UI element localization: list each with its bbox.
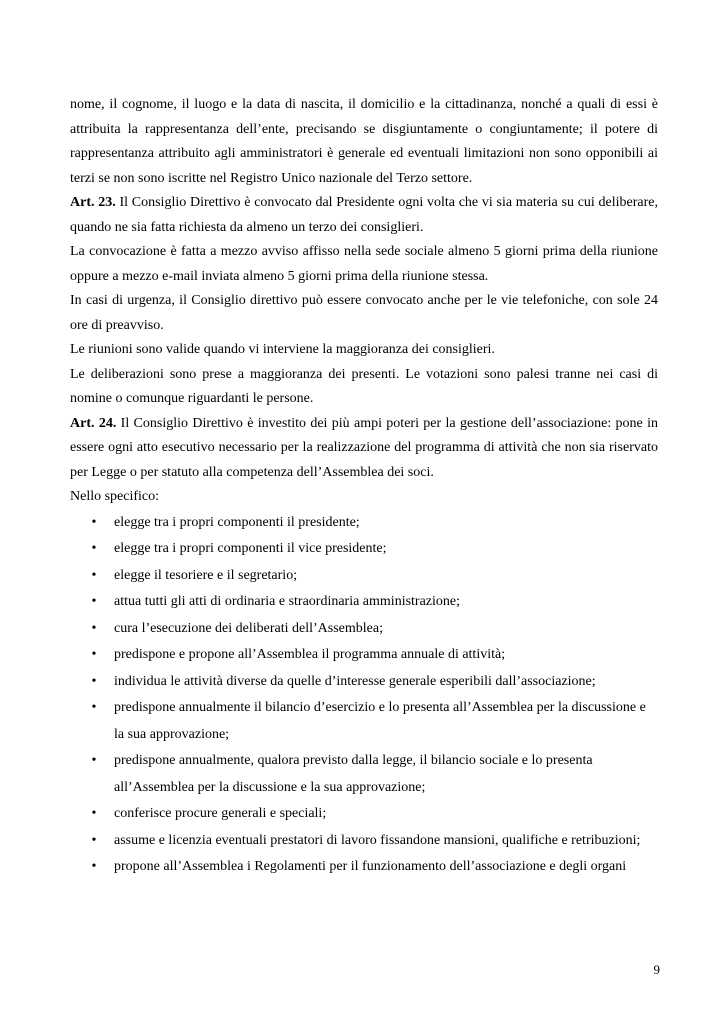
- bullet-icon: •: [91, 620, 97, 636]
- page-number: 9: [653, 962, 660, 977]
- list-item: • elegge il tesoriere e il segretario;: [70, 563, 658, 590]
- article-24-label: Art. 24.: [70, 415, 117, 431]
- bullet-icon: •: [91, 753, 97, 768]
- bullet-icon: •: [91, 806, 97, 821]
- list-item: • elegge tra i propri componenti il presidente;: [70, 510, 658, 537]
- bullet-icon: •: [91, 594, 97, 609]
- paragraph-representation: nome, il cognome, il luogo e la data di nascita, il domicilio e la cittadinanza, nonché a quali di essi è attribuita la rappresentanza dell’ente, precisando se disgiuntamente o congiuntamente; il potere di rappresentanza attribuito agli amministratori è generale ed eventuali limitazioni non sono opponibili ai terzi se non sono iscritte nel Registro Unico nazionale del Terzo settore.: [70, 97, 658, 186]
- bullet-icon: •: [91, 647, 97, 662]
- list-item: • attua tutti gli atti di ordinaria e straordinaria amministrazione;: [70, 589, 658, 616]
- list-item: • predispone annualmente, qualora previsto dalla legge, il bilancio sociale e lo presenta all’Assemblea per la discussione e la sua approvazione;: [70, 748, 658, 801]
- article-23-text: Il Consiglio Direttivo è convocato dal Presidente ogni volta che vi sia materia su cui deliberare, quando ne sia fatta richiesta da almeno un terzo dei consiglieri.: [70, 195, 658, 235]
- document-body: [70, 93, 658, 881]
- bullet-icon: •: [91, 832, 97, 848]
- article-24: [70, 412, 658, 486]
- bullet-icon: •: [91, 859, 97, 874]
- list-item: • predispone annualmente il bilancio d’esercizio e lo presenta all’Assemblea per la discussione e la sua approvazione;: [70, 695, 658, 748]
- article-23-label: Art. 23.: [70, 195, 116, 210]
- duties-list: [70, 510, 658, 881]
- list-item: • propone all’Assemblea i Regolamenti per il funzionamento dell’associazione e degli organi: [70, 854, 658, 881]
- paragraph-deliberations: Le deliberazioni sono prese a maggioranza dei presenti. Le votazioni sono palesi tranne nei casi di nomine o comunque riguardanti le persone.: [70, 366, 658, 406]
- bullet-icon: •: [91, 514, 97, 530]
- bullet-icon: •: [91, 541, 97, 556]
- paragraph-urgency: In casi di urgenza, il Consiglio direttivo può essere convocato anche per le vie telefoniche, con sole 24 ore di preavviso.: [70, 293, 658, 333]
- list-item: • cura l’esecuzione dei deliberati dell’Assemblea;: [70, 616, 658, 643]
- paragraph-quorum: Le riunioni sono valide quando vi interviene la maggioranza dei consiglieri.: [70, 342, 495, 357]
- paragraph-convocation: La convocazione è fatta a mezzo avviso affisso nella sede sociale almeno 5 giorni prima della riunione oppure a mezzo e-mail inviata almeno 5 giorni prima della riunione stessa.: [70, 244, 658, 284]
- bullet-icon: •: [91, 700, 97, 715]
- list-item: • individua le attività diverse da quelle d’interesse generale esperibili dall’associazione;: [70, 669, 658, 696]
- paragraph-specifics-intro: Nello specifico:: [70, 489, 160, 504]
- list-item: • predispone e propone all’Assemblea il programma annuale di attività;: [70, 642, 658, 669]
- article-23: [70, 191, 658, 240]
- bullet-icon: •: [91, 567, 97, 583]
- list-item: • assume e licenzia eventuali prestatori di lavoro fissandone mansioni, qualifiche e retribuzioni;: [70, 828, 658, 855]
- list-item: • conferisce procure generali e speciali;: [70, 801, 658, 828]
- bullet-icon: •: [91, 673, 97, 689]
- list-item: • elegge tra i propri componenti il vice presidente;: [70, 536, 658, 563]
- article-24-text: Il Consiglio Direttivo è investito dei più ampi poteri per la gestione dell’associazione: pone in essere ogni atto esecutivo necessario per la realizzazione del programma di attività che non sia riservato per Legge o per statuto alla competenza dell’Assemblea dei soci.: [70, 415, 658, 480]
